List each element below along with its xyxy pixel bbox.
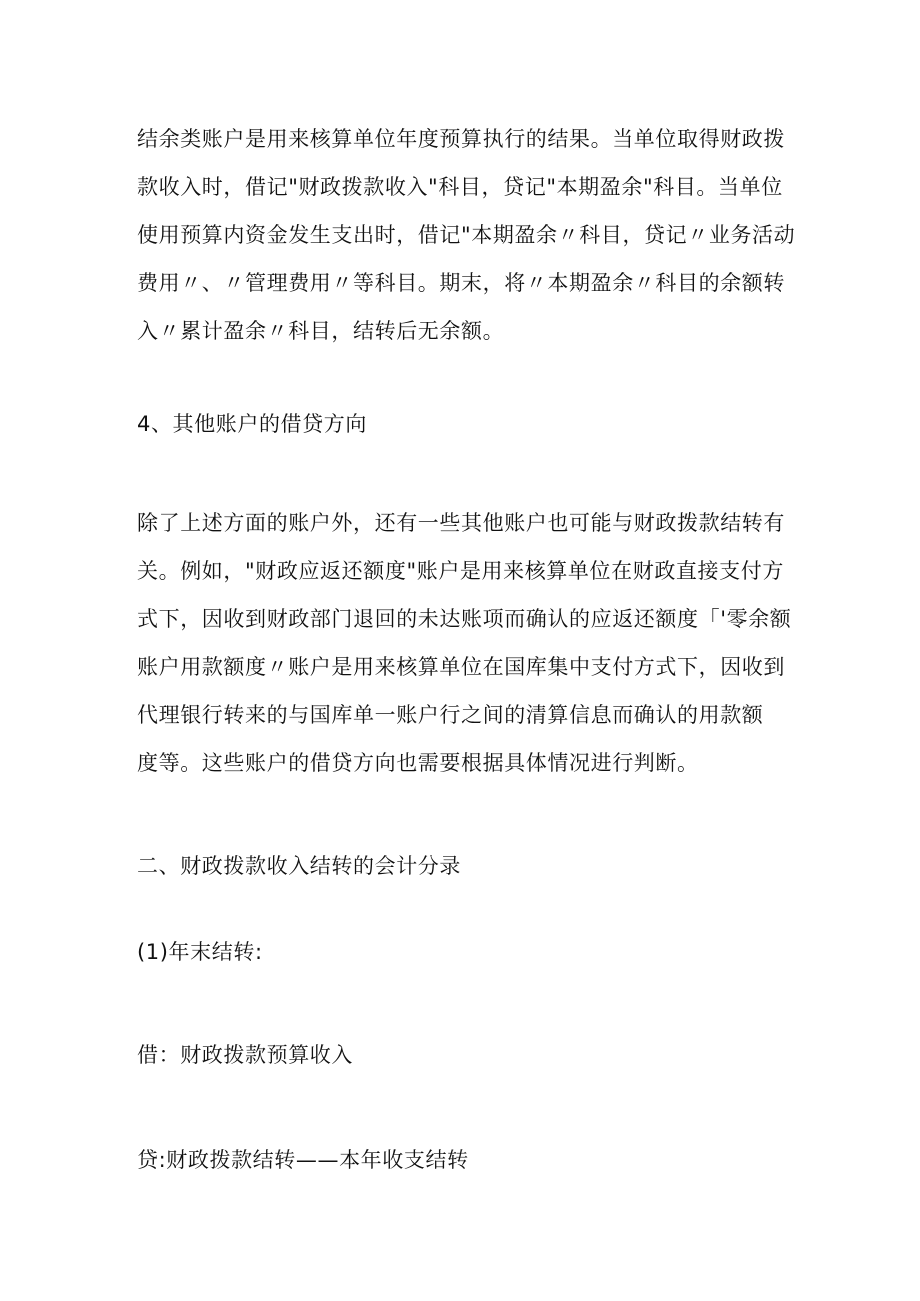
paragraph-2-line-4: 账户用款额度〃账户是用来核算单位在国库集中支付方式下，因收到 bbox=[137, 655, 785, 679]
debit-entry: 借：财政拨款预算收入 bbox=[137, 1043, 353, 1067]
paragraph-1-line-5: 入〃累计盈余〃科目，结转后无余额。 bbox=[137, 319, 505, 343]
paragraph-2-line-6: 度等。这些账户的借贷方向也需要根据具体情况进行判断。 bbox=[137, 751, 699, 775]
subheading-year-end-transfer: (1)年末结转: bbox=[137, 940, 263, 964]
paragraph-2-line-2: 关。例如，"财政应返还额度"账户是用来核算单位在财政直接支付方 bbox=[137, 559, 784, 583]
paragraph-1-line-1: 结余类账户是用来核算单位年度预算执行的结果。当单位取得财政拨 bbox=[137, 127, 785, 151]
credit-entry: 贷:财政拨款结转——本年收支结转 bbox=[137, 1148, 469, 1172]
paragraph-1-line-3: 使用预算内资金发生支出时，借记"本期盈余〃科目，贷记〃业务活动 bbox=[137, 223, 796, 247]
paragraph-2-line-5: 代理银行转来的与国库单一账户行之间的清算信息而确认的用款额 bbox=[137, 703, 764, 727]
paragraph-2-line-3: 式下，因收到财政部门退回的未达账项而确认的应返还额度「'零余额 bbox=[137, 607, 792, 631]
heading-section-2: 二、财政拨款收入结转的会计分录 bbox=[137, 854, 461, 878]
paragraph-1-line-4: 费用〃、〃管理费用〃等科目。期末，将〃本期盈余〃科目的余额转 bbox=[137, 271, 785, 295]
paragraph-1-line-2: 款收入时，借记"财政拨款收入"科目，贷记"本期盈余"科目。当单位 bbox=[137, 175, 783, 199]
paragraph-2-line-1: 除了上述方面的账户外，还有一些其他账户也可能与财政拨款结转有 bbox=[137, 511, 785, 535]
heading-other-accounts: 4、其他账户的借贷方向 bbox=[137, 412, 367, 436]
